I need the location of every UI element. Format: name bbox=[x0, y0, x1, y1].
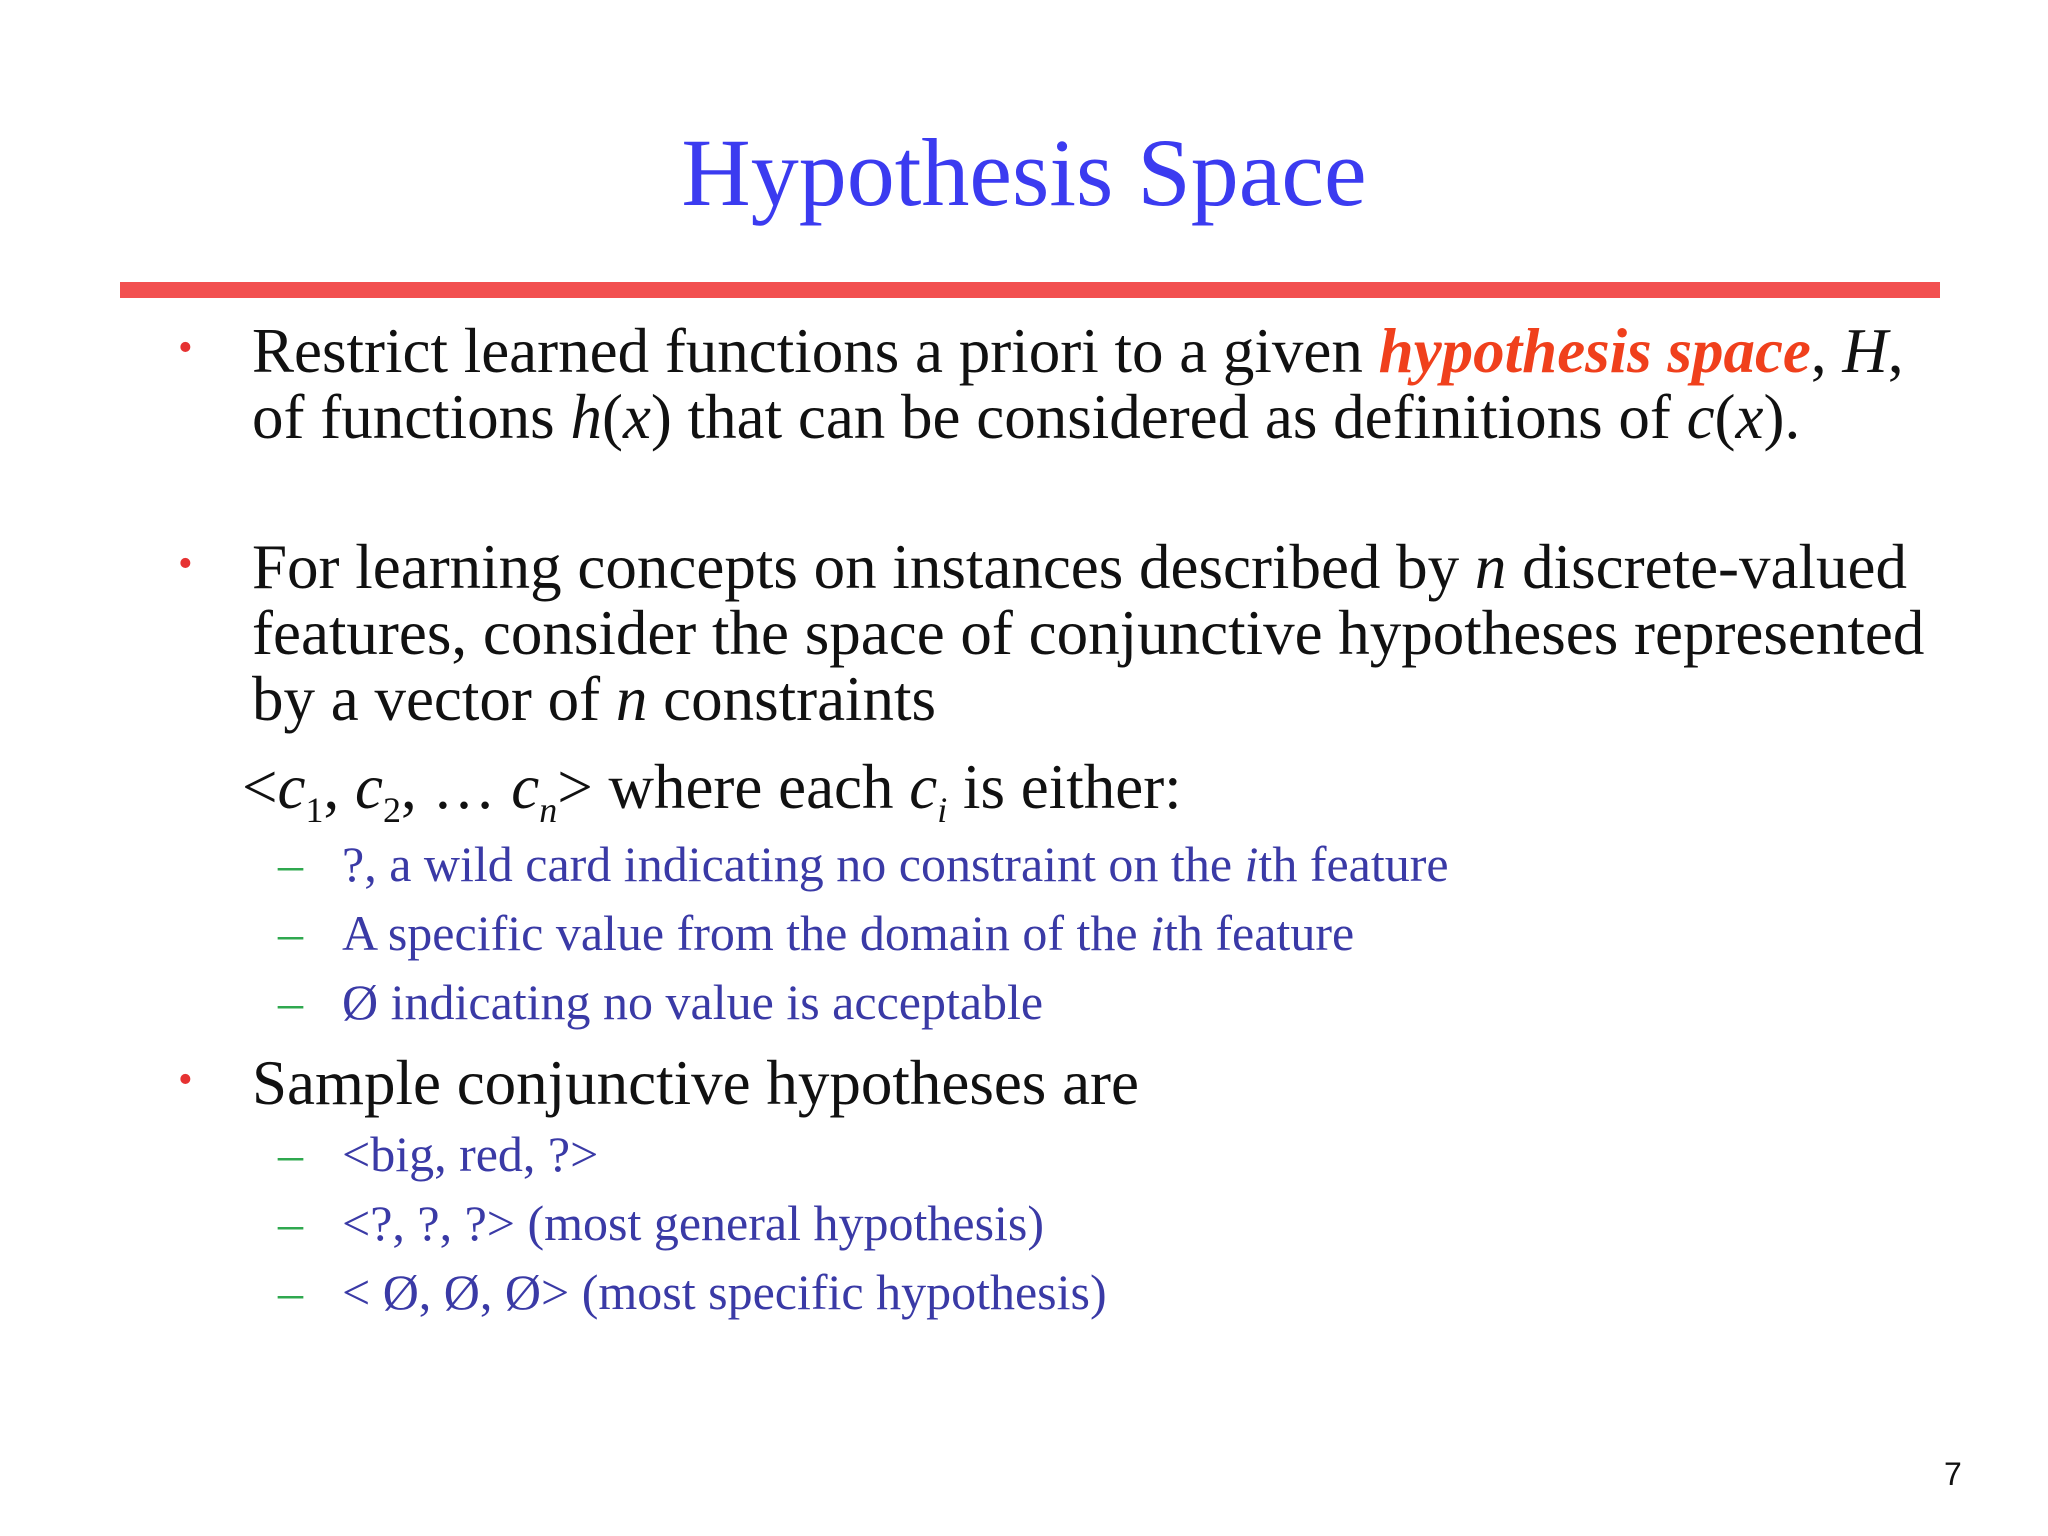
text: ( bbox=[1714, 382, 1736, 452]
var-c2: c bbox=[355, 752, 383, 822]
dash-marker: – bbox=[278, 905, 303, 961]
sample-hypothesis: <big, red, ?> bbox=[342, 1126, 599, 1182]
text: is either: bbox=[947, 752, 1182, 822]
dash-marker: – bbox=[278, 974, 303, 1030]
text: , bbox=[1810, 316, 1843, 386]
bullet-sample-hypotheses: Sample conjunctive hypotheses are bbox=[252, 1048, 1139, 1118]
dash-marker: – bbox=[278, 1264, 303, 1320]
bullet-conjunctive-space bbox=[252, 534, 1952, 732]
subscript: 2 bbox=[382, 790, 401, 830]
text: , of functions bbox=[252, 316, 1904, 452]
dash-marker: – bbox=[278, 836, 303, 892]
subscript: i bbox=[937, 790, 948, 830]
text: ?, a wild card indicating no constraint on the bbox=[342, 836, 1245, 892]
dash-marker: – bbox=[278, 1195, 303, 1251]
sample-hypothesis: < Ø, Ø, Ø> (most specific hypothesis) bbox=[342, 1264, 1107, 1320]
subscript: 1 bbox=[305, 790, 324, 830]
dash-marker: – bbox=[278, 1126, 303, 1182]
text: th feature bbox=[1258, 836, 1449, 892]
highlight-hypothesis-space: hypothesis space bbox=[1378, 316, 1811, 386]
bullet-marker: • bbox=[178, 1057, 193, 1103]
title-divider bbox=[120, 282, 1940, 298]
var-i: i bbox=[1150, 905, 1164, 961]
text: > bbox=[557, 752, 593, 822]
text: where each bbox=[592, 752, 910, 822]
sample-hypothesis: <?, ?, ?> (most general hypothesis) bbox=[342, 1195, 1045, 1251]
text: constraints bbox=[647, 664, 937, 734]
bullet-marker: • bbox=[178, 325, 193, 371]
var-n: n bbox=[615, 664, 648, 734]
constraint-vector-line bbox=[242, 752, 1182, 830]
var-x: x bbox=[1735, 382, 1764, 452]
slide-title: Hypothesis Space bbox=[681, 119, 1367, 226]
var-cn: c bbox=[511, 752, 540, 822]
text: < bbox=[242, 752, 278, 822]
text: ( bbox=[601, 382, 623, 452]
text: Restrict learned functions a priori to a given bbox=[252, 316, 1379, 386]
var-n: n bbox=[1474, 532, 1507, 602]
var-x: x bbox=[622, 382, 651, 452]
text: For learning concepts on instances described by bbox=[252, 532, 1475, 602]
constraint-item-wildcard bbox=[342, 834, 1449, 894]
text: Ø indicating no value is acceptable bbox=[342, 974, 1044, 1030]
text: , bbox=[323, 752, 355, 822]
subscript: n bbox=[539, 790, 558, 830]
constraint-item-specific-value bbox=[342, 903, 1354, 963]
var-i: i bbox=[1244, 836, 1259, 892]
bullet-hypothesis-space bbox=[252, 318, 1952, 450]
text: A specific value from the domain of the bbox=[342, 905, 1151, 961]
page-number: 7 bbox=[1944, 1456, 1962, 1492]
var-ci: c bbox=[909, 752, 938, 822]
var-h: h bbox=[570, 382, 602, 452]
var-H: H bbox=[1842, 316, 1888, 386]
constraint-item-empty bbox=[342, 972, 1043, 1032]
text: ) that can be considered as definitions of bbox=[650, 382, 1687, 452]
text: , … bbox=[400, 752, 512, 822]
text: ). bbox=[1763, 382, 1801, 452]
text: discrete-valued features, consider the space of conjunctive hypotheses represented by a vector of bbox=[252, 532, 1925, 734]
bullet-marker: • bbox=[178, 541, 193, 587]
var-c: c bbox=[1686, 382, 1715, 452]
text: th feature bbox=[1164, 905, 1355, 961]
var-c1: c bbox=[277, 752, 306, 822]
